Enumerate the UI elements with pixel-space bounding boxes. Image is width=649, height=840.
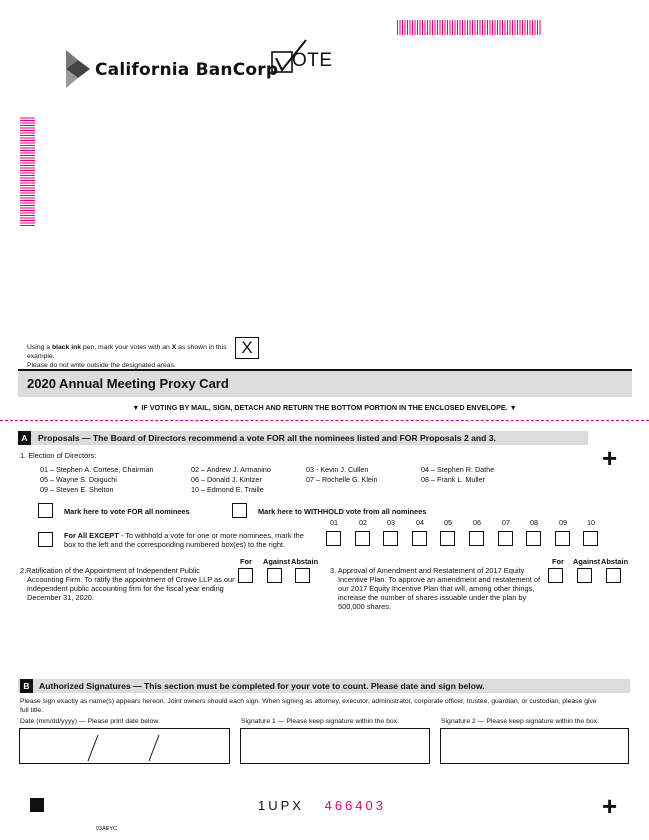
signature-2-field[interactable]	[440, 728, 629, 764]
prop2-abstain-label: Abstain	[291, 557, 319, 566]
prop3-for-checkbox[interactable]	[548, 568, 563, 583]
election-label: 1. Election of Directors:	[20, 451, 97, 460]
except-checkbox-01[interactable]	[326, 531, 341, 546]
except-number-03: 03	[387, 518, 395, 527]
company-name: California BanCorp	[95, 60, 279, 80]
nominee-02: 02 – Andrew J. Armanino	[191, 465, 271, 474]
page-title: 2020 Annual Meeting Proxy Card	[27, 376, 229, 391]
signature-1-field[interactable]	[240, 728, 430, 764]
corner-mark	[30, 798, 44, 812]
vote-text: OTE	[292, 50, 333, 71]
plus-icon: +	[602, 791, 618, 821]
except-number-08: 08	[530, 518, 538, 527]
date-slashes	[20, 729, 231, 765]
prop3-against-label: Against	[573, 557, 601, 566]
except-checkbox-08[interactable]	[526, 531, 541, 546]
nominee-06: 06 – Donald J. Kintzer	[191, 475, 262, 484]
example-mark-box	[235, 337, 259, 359]
section-a-letter: A	[18, 431, 31, 445]
side-barcode	[20, 116, 35, 226]
nominee-04: 04 – Stephen R. Dathe	[421, 465, 495, 474]
for-all-except-label: For All EXCEPT - To withhold a vote for one or more nominees, mark the box to the left and the corresponding numbered box(es) to the right.	[64, 531, 304, 549]
except-checkbox-06[interactable]	[469, 531, 484, 546]
prop3-abstain-label: Abstain	[601, 557, 629, 566]
signature-instructions: Please sign exactly as name(s) appears hereon. Joint owners should each sign. When signing as attorney, executor, administrator, corporate officer, trustee, guardian, or custodian, please give full title.	[20, 698, 597, 714]
except-number-10: 10	[587, 518, 595, 527]
proposal-3-text: 3. Approval of Amendment and Restatement of 2017 Equity Incentive Plan. To approve an amendment and restatement of our 2017 Equity Incentive Plan that will, among other things, increase the number of shares issuable under the plan by 500,000 shares.	[330, 566, 540, 611]
withhold-all-checkbox[interactable]	[232, 503, 247, 518]
prop3-for-label: For	[552, 557, 564, 566]
except-checkbox-02[interactable]	[355, 531, 370, 546]
section-a-heading: Proposals — The Board of Directors recommend a vote FOR all the nominees listed and FOR Proposals 2 and 3.	[38, 433, 496, 443]
except-checkbox-04[interactable]	[412, 531, 427, 546]
nominee-03: 03 - Kevin J. Cullen	[306, 465, 369, 474]
example-x: X	[241, 338, 253, 357]
vote-for-all-checkbox[interactable]	[38, 503, 53, 518]
prop3-abstain-checkbox[interactable]	[606, 568, 621, 583]
except-number-09: 09	[559, 518, 567, 527]
prop2-against-label: Against	[263, 557, 291, 566]
except-number-06: 06	[473, 518, 481, 527]
down-arrow-icon: ▼	[509, 403, 517, 412]
company-logo-icon	[66, 50, 90, 88]
for-all-except-checkbox[interactable]	[38, 532, 53, 547]
nominee-10: 10 – Edmond E. Traille	[191, 485, 264, 494]
prop2-for-checkbox[interactable]	[238, 568, 253, 583]
form-code: 1UPX 466403	[258, 798, 386, 813]
plus-icon: +	[602, 443, 618, 473]
signature-1-label: Signature 1 — Please keep signature within the box.	[241, 718, 399, 725]
except-number-07: 07	[502, 518, 510, 527]
except-checkbox-09[interactable]	[555, 531, 570, 546]
section-b-letter: B	[20, 679, 33, 693]
prop3-against-checkbox[interactable]	[577, 568, 592, 583]
top-barcode	[397, 20, 542, 35]
section-b-heading: Authorized Signatures — This section must be completed for your vote to count. Please date and sign below.	[39, 681, 485, 691]
prop2-abstain-checkbox[interactable]	[295, 568, 310, 583]
down-arrow-icon: ▼	[132, 403, 140, 412]
nominee-01: 01 – Stephen A. Cortese, Chairman	[40, 465, 154, 474]
detach-notice: ▼ IF VOTING BY MAIL, SIGN, DETACH AND RETURN THE BOTTOM PORTION IN THE ENCLOSED ENVELOPE. ▼	[132, 403, 517, 412]
nominee-05: 05 – Wayne S. Doiguchi	[40, 475, 117, 484]
nominee-07: 07 – Rochelle G. Klein	[306, 475, 378, 484]
except-number-01: 01	[330, 518, 338, 527]
detach-line	[0, 420, 649, 421]
vote-for-all-label: Mark here to vote FOR all nominees	[64, 507, 190, 516]
signature-2-label: Signature 2 — Please keep signature within the box.	[441, 718, 599, 725]
prop2-for-label: For	[240, 557, 252, 566]
nominee-08: 08 – Frank L. Muller	[421, 475, 485, 484]
except-number-05: 05	[444, 518, 452, 527]
except-checkbox-10[interactable]	[583, 531, 598, 546]
marking-instructions: Using a black ink pen, mark your votes with an X as shown in this example. Please do not write outside the designated areas.	[27, 344, 227, 369]
date-label: Date (mm/dd/yyyy) — Please print date below.	[20, 718, 160, 725]
withhold-all-label: Mark here to WITHHOLD vote from all nominees	[258, 507, 427, 516]
date-field[interactable]	[19, 728, 230, 764]
small-code: 03AEYC	[96, 826, 118, 832]
except-number-04: 04	[416, 518, 424, 527]
except-checkbox-03[interactable]	[383, 531, 398, 546]
prop2-against-checkbox[interactable]	[267, 568, 282, 583]
except-number-02: 02	[359, 518, 367, 527]
proposal-2-text: 2.Ratification of the Appointment of Independent Public Accounting Firm. To ratify the appointment of Crowe LLP as our independent public accounting firm for the fiscal year ending December 31, 2020.	[20, 566, 235, 602]
except-checkbox-07[interactable]	[498, 531, 513, 546]
except-checkbox-05[interactable]	[440, 531, 455, 546]
nominee-09: 09 – Steven E. Shelton	[40, 485, 114, 494]
